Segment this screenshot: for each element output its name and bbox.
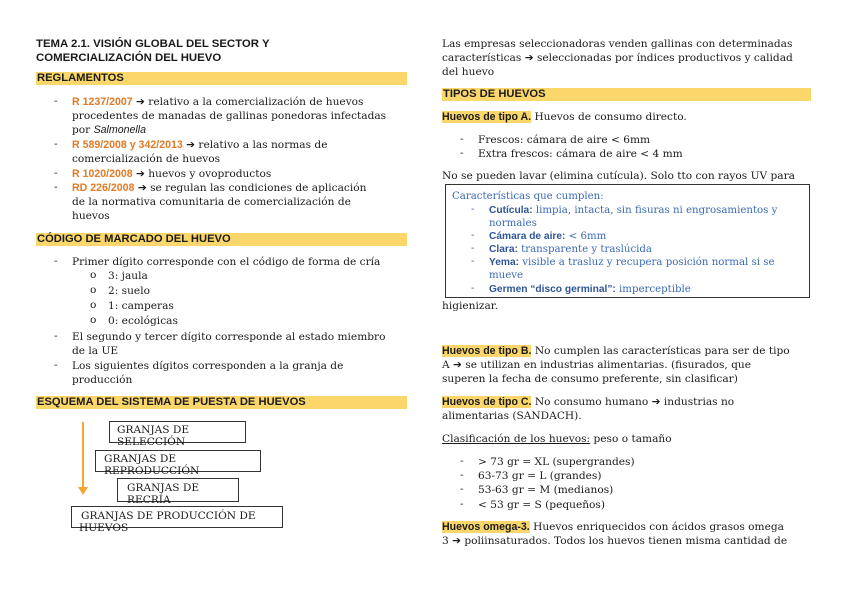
arrow-icon: ➔	[651, 396, 661, 408]
codigo-item: El segundo y tercer dígito corresponde al estado miembro	[72, 331, 386, 343]
arrow-icon: ➔	[137, 182, 147, 194]
intro-text: del huevo	[442, 66, 495, 78]
text-line: alimentarias (SANDACH).	[442, 410, 582, 422]
list-bullet: -	[54, 255, 58, 267]
codigo-sub-item: 3: jaula	[108, 270, 148, 282]
codigo-sub-item: 0: ecológicas	[108, 315, 178, 327]
tipo-b-label: Huevos de tipo B.	[442, 345, 532, 357]
tamano-item: 53-63 gr = M (medianos)	[478, 484, 614, 496]
caracteristica-item: Cámara de aire: < 6mm	[489, 231, 607, 242]
list-bullet: -	[54, 138, 58, 150]
box-label: GRANJAS DE RECRÍA	[127, 482, 200, 506]
list-bullet: -	[471, 283, 475, 294]
box-label: GRANJAS DE SELECCIÓN	[117, 424, 190, 448]
flow-arrow-line	[82, 422, 84, 488]
reglamento-item: R 589/2008 y 342/2013 ➔ relativo a las normas de	[72, 139, 328, 151]
codigo-item: Primer dígito corresponde con el código de forma de cría	[72, 256, 381, 268]
list-bullet: -	[460, 133, 464, 145]
text-line: procedentes de manadas de gallinas ponedoras infectadas	[72, 110, 387, 122]
box-label: GRANJAS DE REPRODUCCIÓN	[104, 453, 200, 477]
tipo-a-label: Huevos de tipo A.	[442, 111, 532, 123]
omega-line: Huevos omega-3. Huevos enriquecidos con ácidos grasos omega	[442, 521, 784, 533]
text-line: de la normativa comunitaria de comercialización de	[72, 196, 351, 208]
codigo-sub-item: 2: suelo	[108, 285, 150, 297]
list-bullet: -	[54, 330, 58, 342]
text-line: A ➔ se utilizan en industrias alimentarias. (fisurados, que	[442, 359, 752, 371]
text-line: comercialización de huevos	[72, 153, 221, 165]
caracteristicas-title: Características que cumplen:	[452, 191, 604, 202]
page-title: TEMA 2.1. VISIÓN GLOBAL DEL SECTOR Y COMERCIALIZACIÓN DEL HUEVO	[36, 38, 270, 64]
reglamento-ref: R 1237/2007	[72, 96, 133, 108]
clasificacion-line: Clasificación de los huevos: peso o tamaño	[442, 433, 672, 445]
list-bullet: -	[460, 498, 464, 510]
list-bullet: -	[54, 95, 58, 107]
codigo-heading: CÓDIGO DE MARCADO DEL HUEVO	[36, 233, 407, 246]
tipo-a-line: Huevos de tipo A. Huevos de consumo directo.	[442, 111, 687, 123]
tipo-c-label: Huevos de tipo C.	[442, 396, 532, 408]
box-label: GRANJAS DE PRODUCCIÓN DE HUEVOS	[79, 510, 256, 534]
sub-bullet: o	[90, 299, 97, 311]
list-bullet: -	[471, 204, 475, 215]
list-bullet: -	[54, 359, 58, 371]
sub-bullet: o	[90, 314, 97, 326]
reglamento-ref: R 589/2008 y 342/2013	[72, 139, 183, 151]
text-line: mueve	[489, 270, 524, 281]
tamano-item: > 73 gr = XL (supergrandes)	[478, 456, 635, 468]
arrow-icon: ➔	[186, 139, 196, 151]
tipos-heading: TIPOS DE HUEVOS	[442, 88, 811, 101]
text-line: huevos	[72, 210, 110, 222]
list-bullet: -	[471, 230, 475, 241]
codigo-item: Los siguientes dígitos corresponden a la granja de	[72, 360, 344, 372]
list-bullet: -	[54, 181, 58, 193]
list-bullet: -	[471, 256, 475, 267]
reglamento-item: R 1020/2008 ➔ huevos y ovoproductos	[72, 168, 272, 180]
tipo-b-line: Huevos de tipo B. No cumplen las características para ser de tipo	[442, 345, 790, 357]
tamano-item: 63-73 gr = L (grandes)	[478, 470, 602, 482]
text-line: normales	[489, 218, 537, 229]
reglamento-item: R 1237/2007 ➔ relativo a la comercialización de huevos	[72, 96, 364, 108]
omega-label: Huevos omega-3.	[442, 521, 530, 533]
list-bullet: -	[471, 243, 475, 254]
arrow-icon: ➔	[524, 52, 534, 64]
list-bullet: -	[460, 483, 464, 495]
arrow-icon: ➔	[452, 535, 461, 547]
no-lavar-text: No se pueden lavar (elimina cutícula). Solo tto con rayos UV para	[442, 170, 795, 182]
caracteristica-item: Cutícula: limpia, intacta, sin fisuras ni engrosamientos y	[489, 205, 778, 216]
arrow-icon: ➔	[136, 168, 145, 180]
esquema-heading: ESQUEMA DEL SISTEMA DE PUESTA DE HUEVOS	[36, 396, 407, 409]
sub-bullet: o	[90, 284, 97, 296]
arrow-icon: ➔	[136, 96, 145, 108]
intro-text: Las empresas seleccionadoras venden gallinas con determinadas	[442, 38, 793, 50]
sub-bullet: o	[90, 269, 97, 281]
reglamentos-heading: REGLAMENTOS	[36, 72, 407, 85]
text-line: 3 ➔ poliinsaturados. Todos los huevos tienen misma cantidad de	[442, 535, 788, 547]
text-line: por Salmonella	[72, 124, 147, 136]
text-line: producción	[72, 374, 133, 386]
list-bullet: -	[460, 147, 464, 159]
reglamento-ref: R 1020/2008	[72, 168, 133, 180]
caracteristica-item: Yema: visible a trasluz y recupera posición normal si se	[489, 257, 775, 268]
caracteristica-item: Germen “disco germinal”: imperceptible	[489, 284, 691, 295]
tipo-a-item: Frescos: cámara de aire < 6mm	[478, 134, 651, 146]
codigo-sub-item: 1: camperas	[108, 300, 174, 312]
text-line: de la UE	[72, 345, 119, 357]
arrow-icon: ➔	[453, 359, 462, 371]
reglamento-ref: RD 226/2008	[72, 182, 135, 194]
reglamento-item: RD 226/2008 ➔ se regulan las condiciones de aplicación	[72, 182, 367, 194]
tipo-a-item: Extra frescos: cámara de aire < 4 mm	[478, 148, 683, 160]
list-bullet: -	[460, 455, 464, 467]
tipo-c-line: Huevos de tipo C. No consumo humano ➔ industrias no	[442, 396, 735, 408]
list-bullet: -	[54, 167, 58, 179]
tamano-item: < 53 gr = S (pequeños)	[478, 499, 606, 511]
flow-arrow-head-icon	[78, 487, 88, 495]
caracteristica-item: Clara: transparente y traslúcida	[489, 244, 653, 255]
higienizar-text: higienizar.	[442, 300, 499, 312]
text-line: superen la fecha de consumo preferente, sin clasificar)	[442, 373, 738, 385]
intro-text: características ➔ seleccionadas por índices productivos y calidad	[442, 52, 793, 64]
list-bullet: -	[460, 469, 464, 481]
